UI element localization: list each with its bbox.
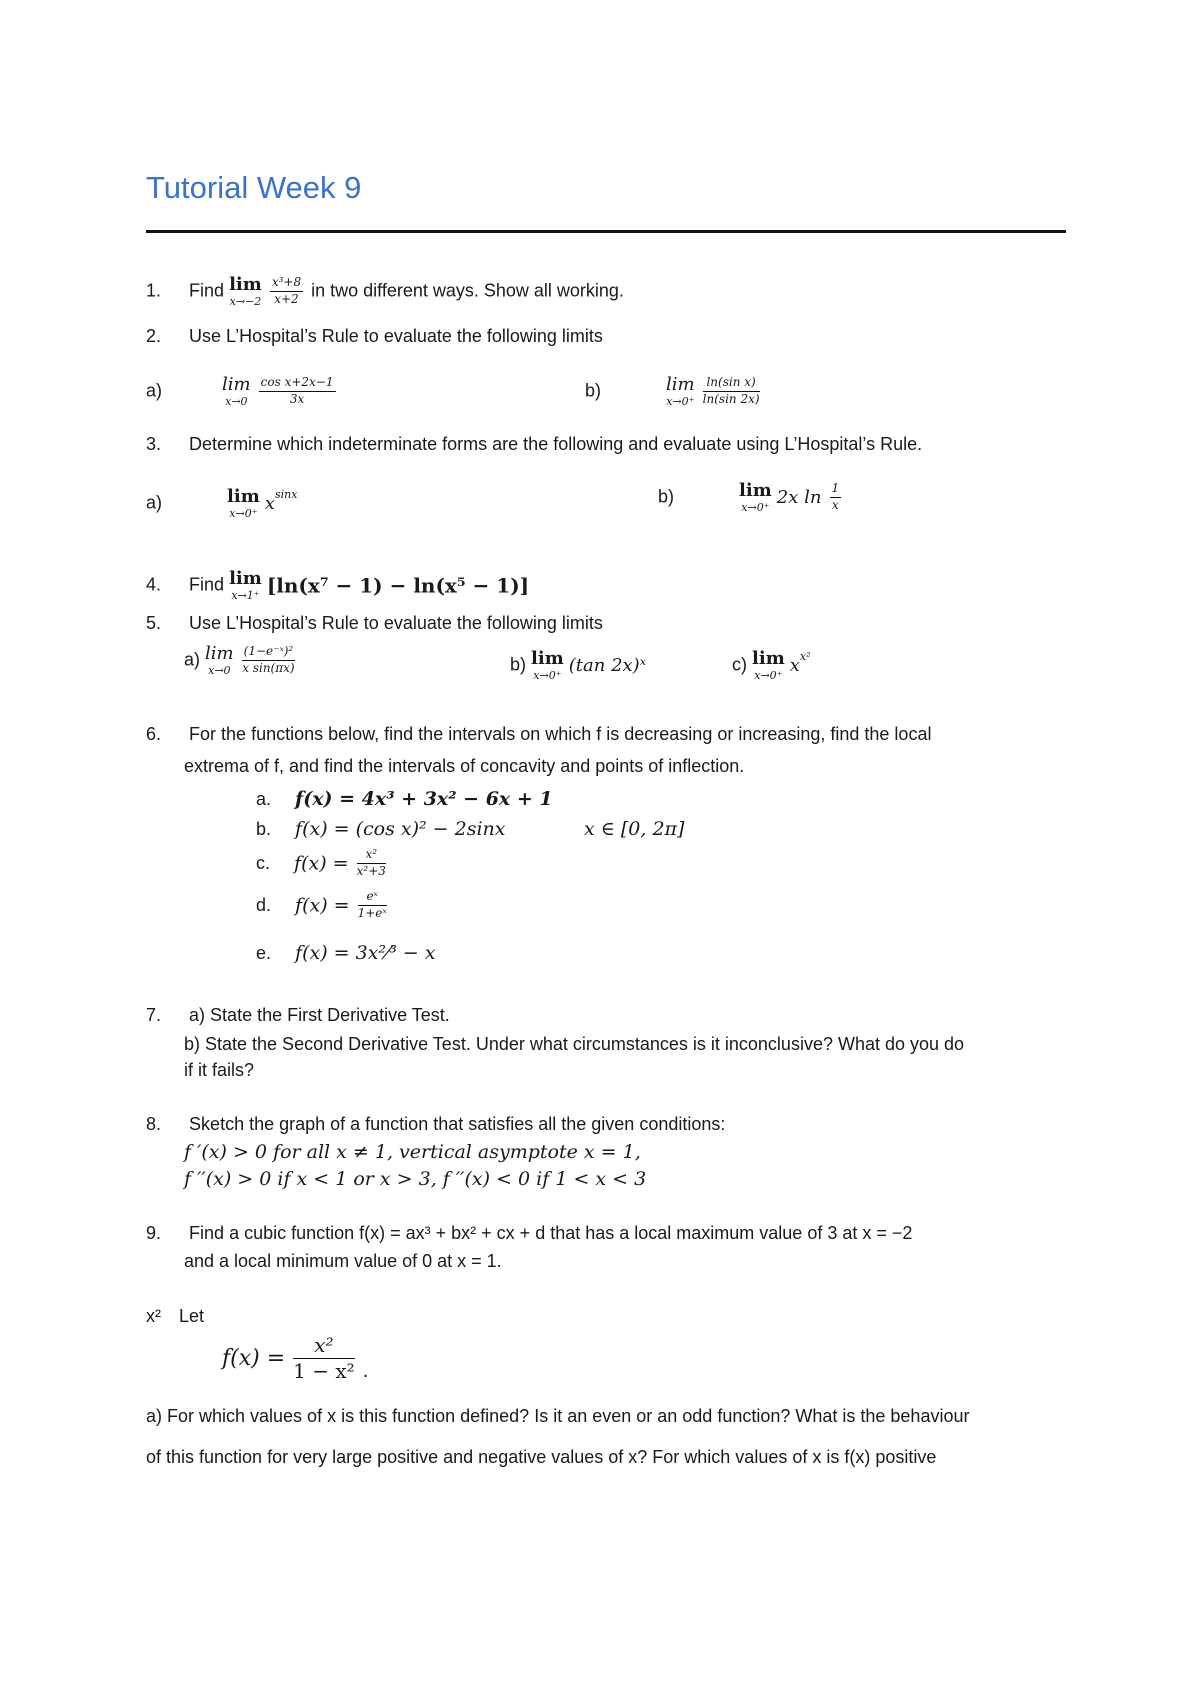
fraction: $\frac{\text{x³+8}}{x+2}$	[271, 275, 302, 306]
fraction: $\frac{\text{cos x+2x−1}}{3x}$	[260, 375, 334, 406]
question-number: 5.	[146, 613, 162, 633]
q2-part-b	[585, 376, 763, 407]
q3-part-a: a) lim x→0⁺ $x^{sinx}$	[146, 486, 298, 520]
math-expression: f ′(x) > 0 for all x ≠ 1, vertical asymptote x = 1,	[184, 1141, 641, 1163]
question-text: Sketch the graph of a function that satisfies all the given conditions:	[189, 1114, 726, 1134]
question-1	[146, 276, 624, 307]
part-label: c)	[732, 654, 747, 675]
fraction: $\frac{\text{eˣ}}{\text{1+eˣ}}$	[357, 889, 387, 920]
question-text: if it fails?	[184, 1060, 255, 1080]
item-label: a.	[256, 789, 272, 809]
question-2	[146, 326, 603, 347]
question-text: in two different ways. Show all working.	[311, 280, 624, 301]
question-text: For the functions below, find the intervals on which f is decreasing or increasing, find the local	[189, 724, 932, 744]
title-rule	[146, 230, 1066, 233]
part-label: a)	[184, 649, 201, 670]
question-number: 2.	[146, 326, 162, 346]
math-expression: f ′′(x) > 0 if x < 1 or x > 3, f ′′(x) < 0 if 1 < x < 3	[184, 1168, 647, 1190]
part-label: a)	[146, 492, 163, 513]
question-text: of this function for very large positive and negative values of x? For which values of x is f(x) positive	[146, 1447, 937, 1467]
question-text: a) State the First Derivative Test.	[189, 1005, 450, 1025]
q6-item-e	[256, 942, 436, 964]
q6-item-d: d. f(x) = $\frac{\text{eˣ}}{\text{1+eˣ}}$	[256, 889, 387, 920]
fraction: $\frac{\text{x²}}{\text{x²+3}}$	[356, 847, 386, 878]
limit-operator: lim x→0	[205, 643, 234, 677]
question-5	[146, 613, 603, 634]
math-expression: f(x) = 3x²⁄³ − x	[295, 942, 436, 964]
limit-operator: lim x→0	[222, 374, 251, 408]
question-number: 1.	[146, 280, 162, 301]
question-text: Find	[189, 280, 225, 301]
part-label: b)	[510, 654, 527, 675]
question-text: a) For which values of x is this function defined? Is it an even or an odd function? What is the behaviour	[146, 1406, 970, 1426]
q6-item-c: c. f(x) = $\frac{\text{x²}}{\text{x²+3}}$	[256, 847, 386, 878]
page-title: Tutorial Week 9	[146, 170, 362, 205]
math-expression: f(x) = (cos x)² − 2sinx	[295, 818, 506, 840]
q6-item-a	[256, 788, 553, 810]
question-text: Use L’Hospital’s Rule to evaluate the following limits	[189, 326, 603, 346]
q6-item-b-domain: x ∈ [0, 2π]	[584, 818, 685, 840]
limit-operator: lim x→1⁺	[229, 568, 262, 602]
question-10	[146, 1306, 204, 1327]
part-label: b)	[658, 486, 675, 507]
question-number: 6.	[146, 724, 162, 744]
question-text: Let	[179, 1306, 205, 1326]
question-number: 8.	[146, 1114, 162, 1134]
question-7	[146, 1005, 450, 1026]
math-expression: [ln(x⁷ − 1) − ln(x⁵ − 1)]	[266, 573, 530, 598]
limit-operator: lim x→−2	[229, 274, 262, 308]
question-number: 3.	[146, 434, 162, 454]
item-label: e.	[256, 943, 272, 963]
part-label: b)	[585, 380, 602, 401]
question-number: 9.	[146, 1223, 162, 1243]
q5-part-a	[184, 645, 298, 676]
question-text: Find	[189, 574, 225, 595]
question-text: and a local minimum value of 0 at x = 1.	[184, 1251, 502, 1271]
math-expression: f(x) = 4x³ + 3x² − 6x + 1	[295, 788, 553, 810]
q10-function: f(x) = $\frac{\text{x²}}{\text{1 − x²}}$ .	[222, 1333, 369, 1383]
fraction: $\frac{\text{x²}}{\text{1 − x²}}$	[293, 1333, 355, 1383]
question-text: extrema of f, and find the intervals of concavity and points of inflection.	[184, 756, 745, 776]
fraction: $\frac{\text{ln(sin x)}}{\ln(\sin 2x)}$	[702, 375, 760, 406]
limit-operator: lim x→0⁺	[752, 648, 785, 682]
question-4	[146, 570, 529, 601]
item-label: d.	[256, 894, 272, 915]
limit-operator: lim x→0⁺	[531, 648, 564, 682]
question-number: x²	[146, 1306, 161, 1326]
q2-part-a	[146, 376, 339, 407]
fraction: $\frac{\text{(1−e⁻ˣ)²}}{\text{x sin(πx)}}$	[242, 644, 295, 675]
question-8	[146, 1114, 725, 1135]
question-3	[146, 434, 922, 455]
item-label: b.	[256, 819, 272, 839]
fraction: $\frac{1}{x}$	[831, 481, 840, 512]
q5-part-c: c) lim x→0⁺ $x^{x^2}$	[732, 648, 811, 682]
part-label: a)	[146, 380, 163, 401]
item-label: c.	[256, 852, 271, 873]
limit-operator: lim x→0⁺	[739, 480, 772, 514]
question-text: b) State the Second Derivative Test. Under what circumstances is it inconclusive? What do you do	[184, 1034, 965, 1054]
question-number: 7.	[146, 1005, 162, 1025]
q3-part-b: b) lim x→0⁺ 2x ln $\frac{1}{x}$	[658, 480, 840, 514]
question-6	[146, 724, 931, 745]
q6-item-b	[256, 818, 506, 840]
question-9	[146, 1223, 912, 1244]
limit-operator: lim x→0⁺	[227, 486, 260, 520]
limit-operator: lim x→0⁺	[666, 374, 695, 408]
question-text: Use L’Hospital’s Rule to evaluate the following limits	[189, 613, 603, 633]
q5-part-b: b) lim x→0⁺ (tan 2x)ˣ	[510, 648, 647, 682]
question-number: 4.	[146, 574, 162, 595]
question-text: Determine which indeterminate forms are the following and evaluate using L’Hospital’s Rule.	[189, 434, 923, 454]
question-text: Find a cubic function f(x) = ax³ + bx² + cx + d that has a local maximum value of 3 at x = −2	[189, 1223, 913, 1243]
